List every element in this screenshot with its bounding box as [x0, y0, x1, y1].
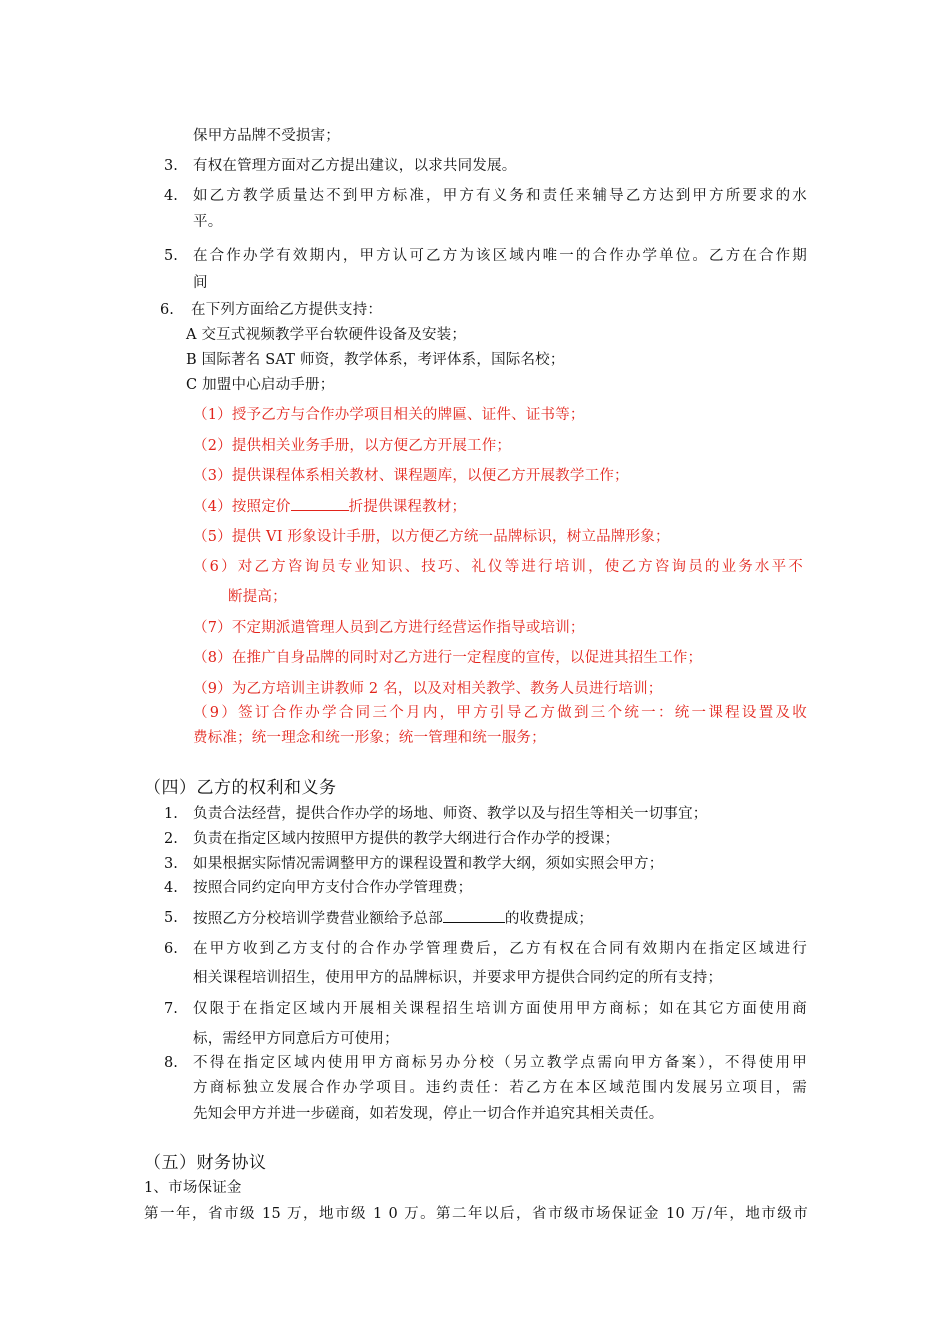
list-item-text: [193, 908, 593, 929]
list-item-text: 间: [193, 275, 208, 291]
list-item-text: 负责在指定区域内按照甲方提供的教学大纲进行合作办学的授课；: [193, 831, 620, 847]
commission-blank: [443, 908, 505, 923]
list-number: 5.: [164, 910, 178, 926]
red-item-2: （2）提供相关业务手册，以方便乙方开展工作；: [193, 438, 512, 454]
list-item-text: 如乙方教学质量达不到甲方标准，甲方有义务和责任来辅导乙方达到甲方所要求的水: [193, 188, 807, 204]
red-item-6-cont: 断提高；: [228, 589, 287, 605]
list-item-text-a: 按照乙方分校培训学费营业额给予总部: [193, 911, 443, 927]
red-item-5: （5）提供 VI 形象设计手册，以方便乙方统一品牌标识，树立品牌形象；: [193, 529, 670, 545]
paragraph: 第一年，省市级 15 万，地市级 1 0 万。第二年以后，省市级市场保证金 10 万/年，地市级市: [144, 1206, 808, 1222]
text-line: 保甲方品牌不受损害；: [193, 128, 340, 144]
red-item-4-b: 折提供课程教材；: [348, 499, 467, 515]
list-item-text: 在合作办学有效期内，甲方认可乙方为该区域内唯一的合作办学单位。乙方在合作期: [193, 248, 807, 264]
red-item-9b-cont: 费标准；统一理念和统一形象；统一管理和统一服务；: [193, 730, 546, 746]
price-discount-blank: [291, 496, 349, 511]
red-item-6: （6）对乙方咨询员专业知识、技巧、礼仪等进行培训，使乙方咨询员的业务水平不: [193, 559, 803, 575]
section-heading-5: （五）财务协议: [144, 1153, 267, 1173]
list-number: 6.: [160, 302, 174, 318]
list-item-text: 方商标独立发展合作办学项目。违约责任：若乙方在本区域范围内发展另立项目，需: [193, 1080, 807, 1096]
support-item-b: B 国际著名 SAT 师资，教学体系，考评体系，国际名校；: [186, 352, 565, 368]
red-item-4-a: （4）按照定价: [193, 499, 291, 515]
list-item-text: 标，需经甲方同意后方可使用；: [193, 1031, 399, 1047]
list-number: 7.: [164, 1001, 178, 1017]
list-number: 3.: [164, 856, 178, 872]
red-item-3: （3）提供课程体系相关教材、课程题库，以便乙方开展教学工作；: [193, 468, 629, 484]
subheading-market-deposit: 1、市场保证金: [144, 1180, 242, 1196]
list-item-text: 先知会甲方并进一步磋商，如若发现，停止一切合作并追究其相关责任。: [193, 1106, 664, 1122]
list-number: 6.: [164, 941, 178, 957]
list-item-text: 在甲方收到乙方支付的合作办学管理费后，乙方有权在合同有效期内在指定区域进行: [193, 941, 807, 957]
list-number: 2.: [164, 831, 178, 847]
list-item-text: 相关课程培训招生，使用甲方的品牌标识，并要求甲方提供合同约定的所有支持；: [193, 970, 723, 986]
list-item-text: 仅限于在指定区域内开展相关课程招生培训方面使用甲方商标；如在其它方面使用商: [193, 1001, 807, 1017]
list-item-text-b: 的收费提成；: [504, 911, 594, 927]
list-number: 4.: [164, 188, 178, 204]
support-item-c: C 加盟中心启动手册；: [186, 377, 335, 393]
list-item-text: 按照合同约定向甲方支付合作办学管理费；: [193, 880, 473, 896]
red-item-4: [193, 496, 466, 517]
list-number: 4.: [164, 880, 178, 896]
red-item-9b: （9）签订合作办学合同三个月内，甲方引导乙方做到三个统一：统一课程设置及收: [193, 705, 807, 721]
list-item-text: 有权在管理方面对乙方提出建议，以求共同发展。: [193, 158, 517, 174]
list-item-text: 如果根据实际情况需调整甲方的课程设置和教学大纲，须如实照会甲方；: [193, 856, 664, 872]
list-number: 3.: [164, 158, 178, 174]
list-number: 1.: [164, 806, 178, 822]
red-item-1: （1）授予乙方与合作办学项目相关的牌匾、证件、证书等；: [193, 407, 585, 423]
list-item-text: 负责合法经营，提供合作办学的场地、师资、教学以及与招生等相关一切事宜；: [193, 806, 708, 822]
list-number: 8.: [164, 1055, 178, 1071]
list-number: 5.: [164, 248, 178, 264]
list-item-text: 平。: [193, 214, 223, 230]
red-item-8: （8）在推广自身品牌的同时对乙方进行一定程度的宣传，以促进其招生工作；: [193, 650, 703, 666]
list-item-text: 在下列方面给乙方提供支持：: [191, 302, 383, 318]
red-item-7: （7）不定期派遣管理人员到乙方进行经营运作指导或培训；: [193, 620, 585, 636]
section-heading-4: （四）乙方的权利和义务: [144, 778, 337, 798]
red-item-9: （9）为乙方培训主讲教师 2 名，以及对相关教学、教务人员进行培训；: [193, 681, 663, 697]
list-item-text: 不得在指定区域内使用甲方商标另办分校（另立教学点需向甲方备案），不得使用甲: [193, 1055, 807, 1071]
support-item-a: A 交互式视频教学平台软硬件设备及安装；: [186, 327, 467, 343]
